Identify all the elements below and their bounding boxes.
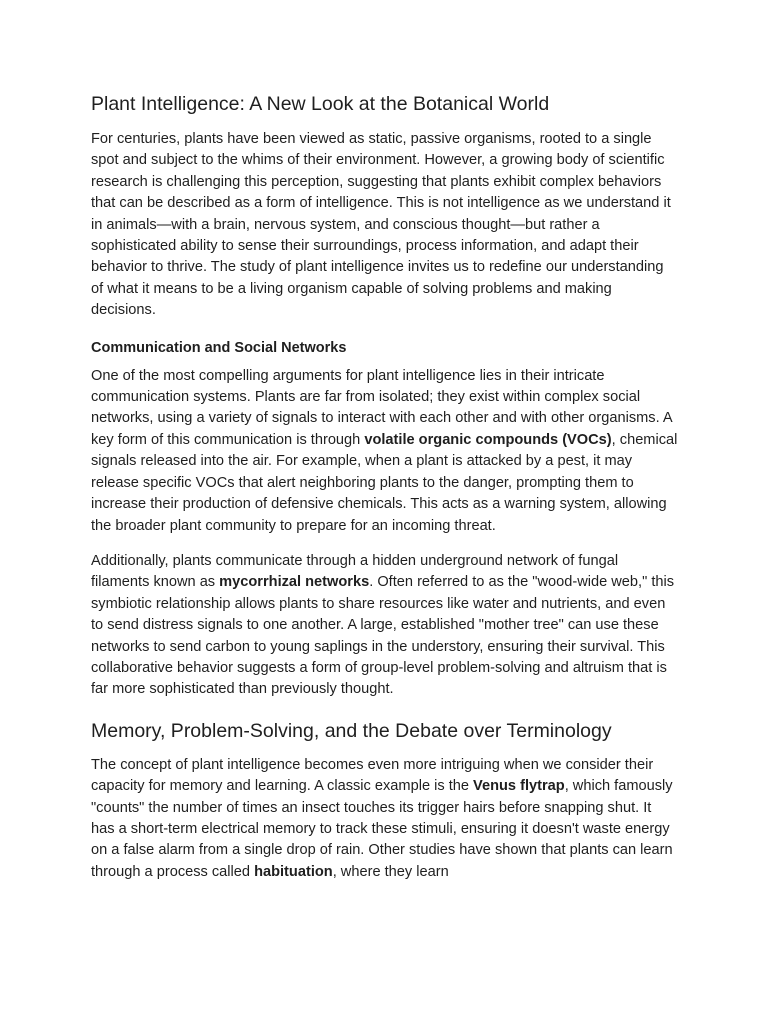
text-run: One of the most compelling arguments for plant intelligence lies in their intricate communication systems. Plants are far from isolated; they exist within complex social networks, using a variety of signals to interact with each other and with other organisms. A key form of this communication is through: [91, 367, 672, 448]
intro-paragraph: For centuries, plants have been viewed as static, passive organisms, rooted to a single spot and subject to the whims of their environment. However, a growing body of scientific research is challenging this perception, suggesting that plants exhibit complex behaviors that can be described as a form of intelligence. This is not intelligence as we understand it in animals—with a brain, nervous system, and conscious thought—but rather a sophisticated ability to sense their surroundings, process information, and adapt their behavior to thrive. The study of plant intelligence invites us to redefine our understanding of what it means to be a living organism capable of solving problems and making decisions.: [91, 131, 671, 319]
text-run: . Often referred to as the "wood-wide web," this symbiotic relationship allows plants to share resources like water and nutrients, and even to send distress signals to one another. A large, established "mother tree" can use these networks to send carbon to young saplings in the understory, ensuring their survival. This collaborative behavior suggests a form of group-level problem-solving and altruism that is far more sophisticated than previously thought.: [91, 574, 675, 698]
section-heading-communication: Communication and Social Networks: [91, 339, 347, 356]
bold-term-mycorrhizal: mycorrhizal networks: [219, 574, 370, 591]
text-run: , which famously "counts" the number of times an insect touches its trigger hairs before snapping shut. It has a short-term electrical memory to track these stimuli, ensuring it doesn't waste energy on a false alarm from a single drop of rain. Other studies have shown that plants can learn through a process called: [91, 778, 673, 880]
bold-term-habituation: habituation: [254, 863, 333, 880]
section-heading-memory: Memory, Problem-Solving, and the Debate over Terminology: [91, 719, 612, 742]
paragraph-mycorrhizal: [91, 551, 678, 701]
document-title: Plant Intelligence: A New Look at the Botanical World: [91, 93, 550, 115]
text-run: , chemical signals released into the air. For example, when a plant is attacked by a pest, it may release specific VOCs that alert neighboring plants to the danger, prompting them to increase their production of defensive chemicals. This acts as a warning system, allowing the broader plant community to prepare for an incoming threat.: [91, 431, 678, 534]
bold-term-vocs: volatile organic compounds (VOCs): [364, 431, 612, 448]
text-run: , where they learn: [332, 863, 449, 880]
paragraph-memory: [91, 755, 678, 883]
text-run: The concept of plant intelligence becomes even more intriguing when we consider their capacity for memory and learning. A classic example is the: [91, 756, 654, 795]
bold-term-venus-flytrap: Venus flytrap: [473, 778, 565, 795]
paragraph-vocs: [91, 366, 678, 537]
text-run: Additionally, plants communicate through a hidden underground network of fungal filaments known as: [91, 552, 619, 591]
